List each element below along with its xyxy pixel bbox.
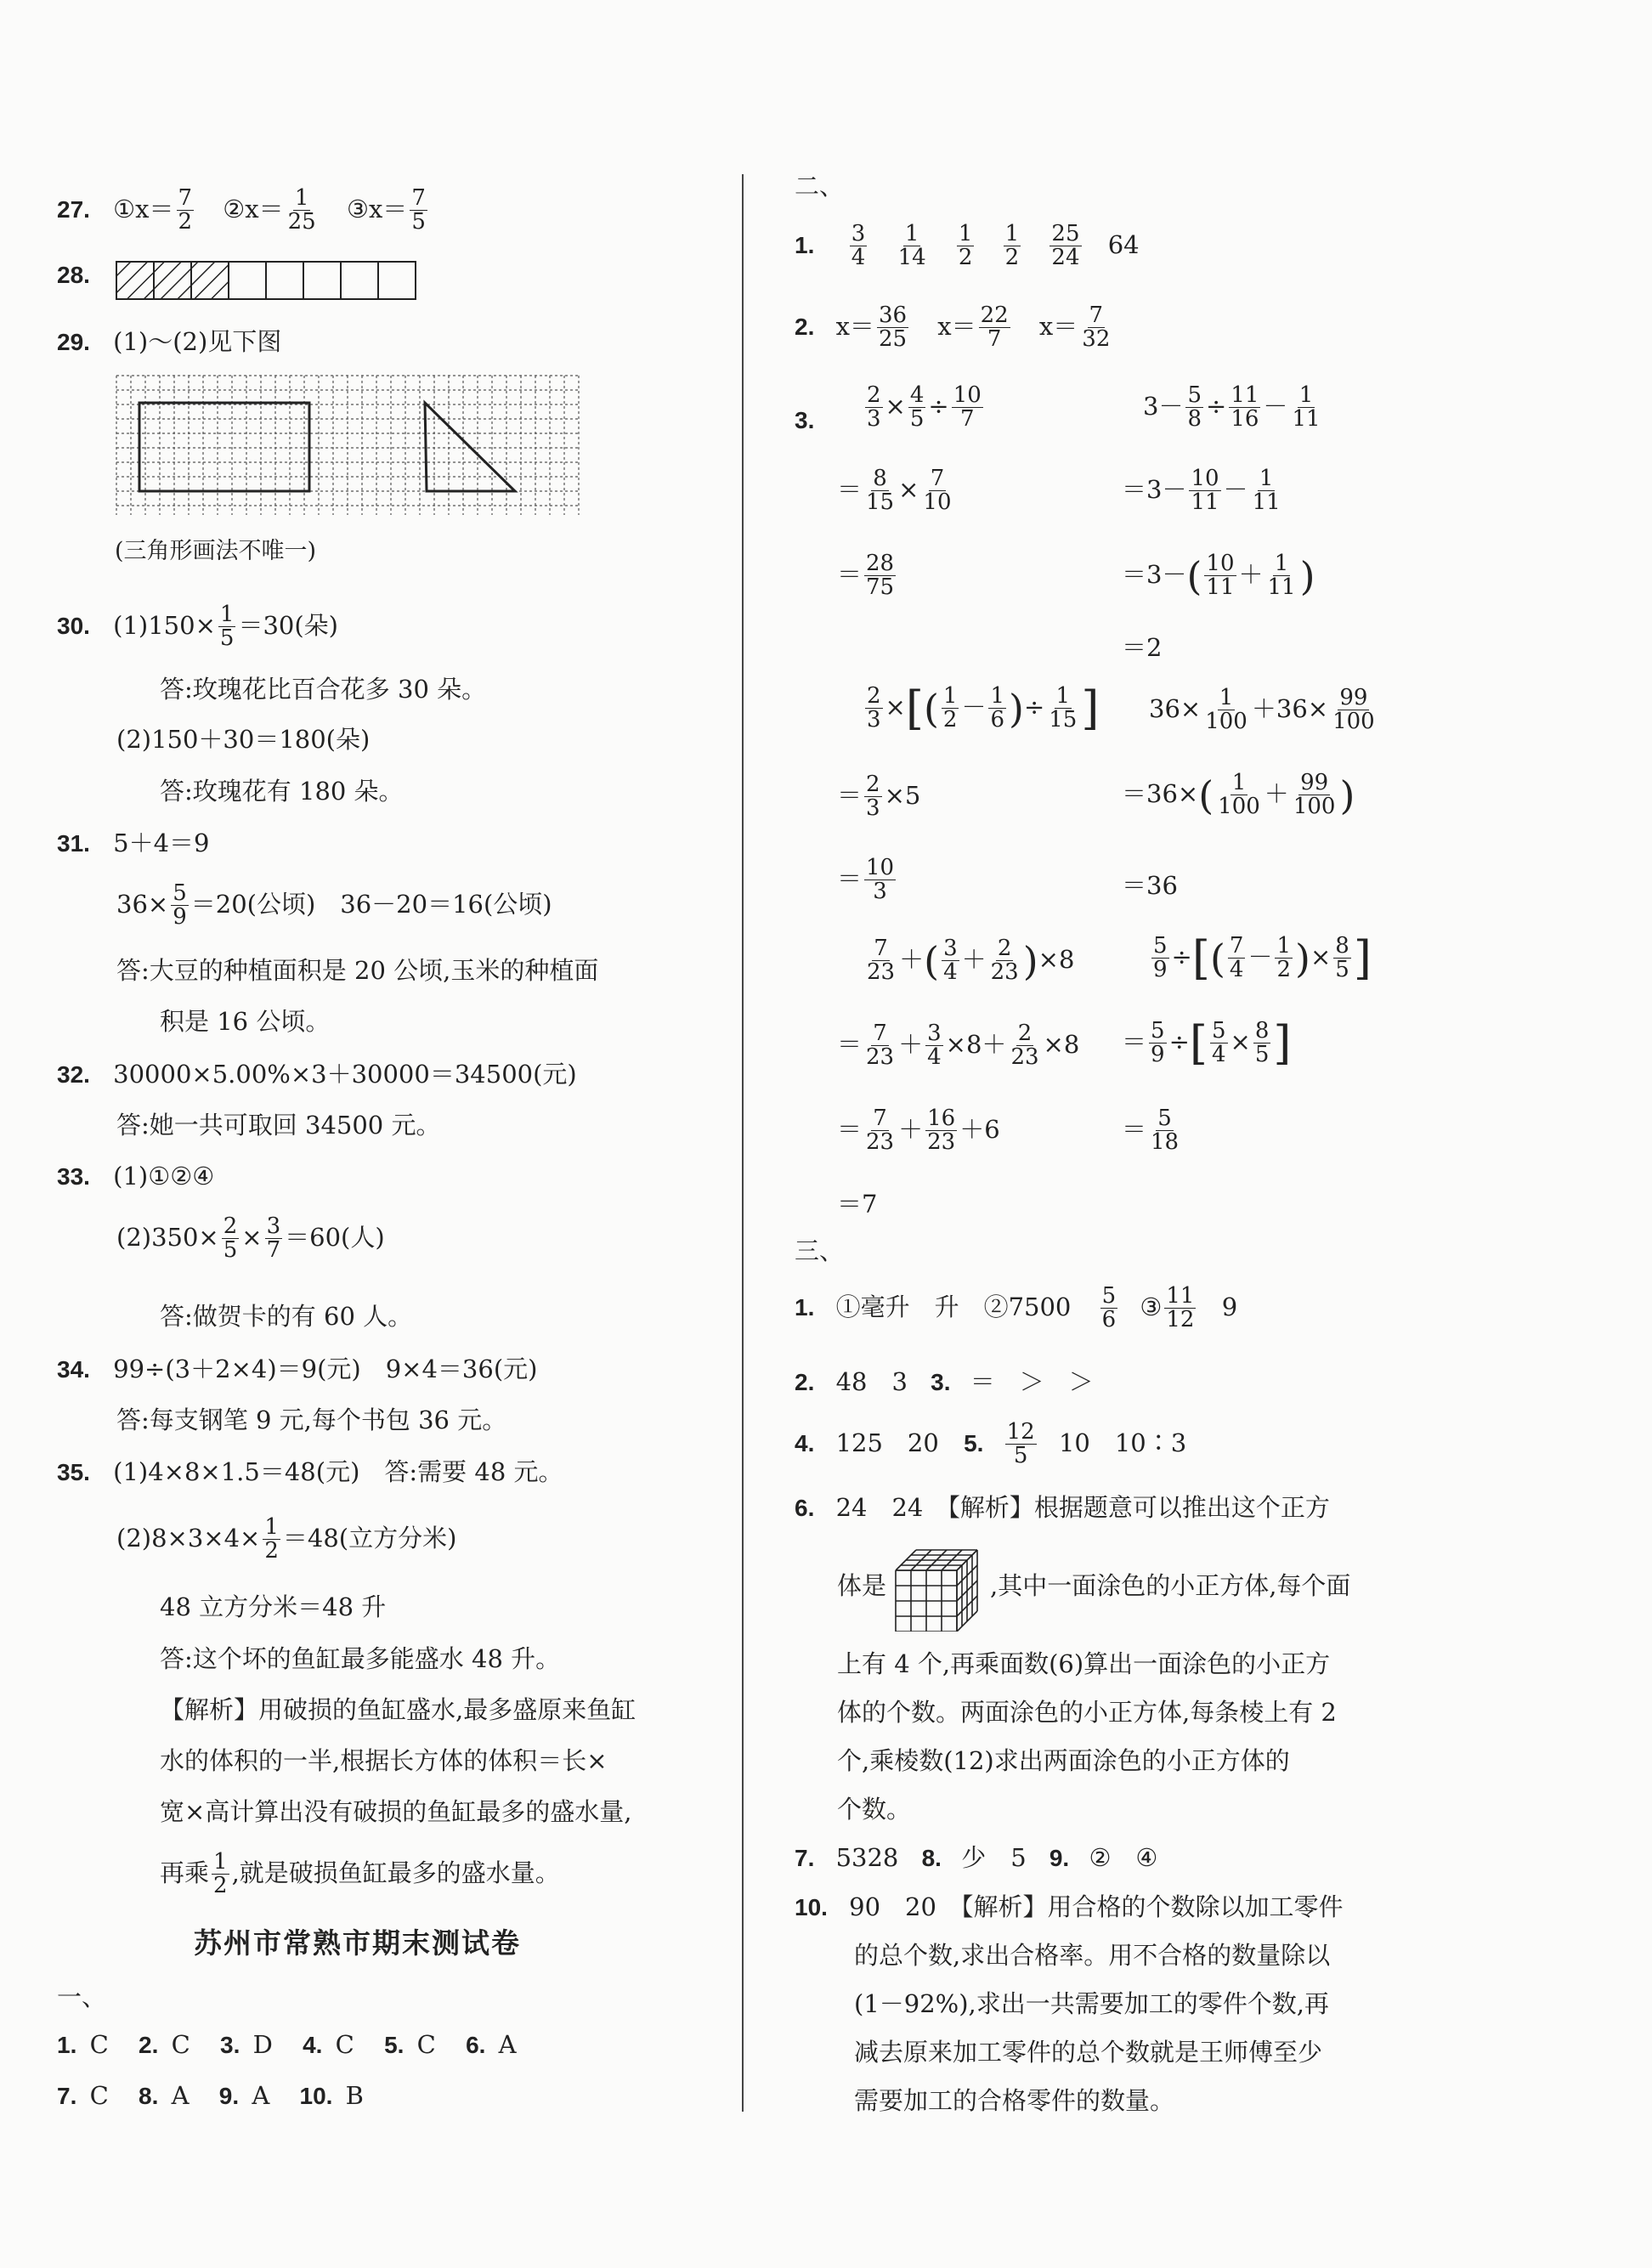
s3-q6-line2b: ,其中一面涂色的小正方体,每个面 xyxy=(990,1571,1351,1600)
shaded-cell xyxy=(191,262,229,299)
column-divider xyxy=(742,174,744,2112)
s3-q6-line4: 体的个数。两面涂色的小正方体,每条棱上有 2 xyxy=(837,1698,1337,1727)
q34-line1: 34. 99÷(3＋2×4)＝9(元) 9×4＝36(元) xyxy=(57,1355,538,1383)
calc-a-step3: ＝ $\frac{28}{75}$ xyxy=(837,551,895,601)
calc-b-result: ＝2 xyxy=(1122,633,1163,662)
calc-e-step2: ＝ $\frac{7}{23}$ ＋ $\frac{3}{4}$ ×8＋ $\frac{2}{23}$ ×8 xyxy=(837,1021,1080,1071)
calc-b-step1: 3－ $\frac{5}{8}$ ÷ $\frac{11}{16}$ － $\frac{1}{11}$ xyxy=(1143,382,1321,433)
s3-q6-line5: 个,乘棱数(12)求出两面涂色的小正方体的 xyxy=(837,1746,1290,1775)
calc-c-step3: ＝ $\frac{10}{3}$ xyxy=(837,855,895,905)
q27-frac1: $\frac{7}{2}$ xyxy=(178,185,193,235)
r-q2-row: 2. x＝ $\frac{36}{25}$ x＝ $\frac{22}{7}$ x＝ $\frac{7}{32}$ xyxy=(795,303,1111,353)
r-q1-row: 1. $\frac{3}{4}$ $\frac{1}{14}$ $\frac{1}{2}$ $\frac{1}{2}$ $\frac{25}{24}$ 64 xyxy=(795,221,1140,271)
q35-analysis1: 【解析】用破损的鱼缸盛水,最多盛原来鱼缸 xyxy=(160,1695,636,1724)
calc-f-step3: ＝ $\frac{5}{18}$ xyxy=(1122,1106,1180,1156)
q27-frac3: $\frac{7}{5}$ xyxy=(411,185,426,235)
q28-number: 28. xyxy=(57,262,90,288)
empty-cell xyxy=(229,262,266,299)
q31-line2: 36× $\frac{5}{9}$ ＝20(公顷) 36－20＝16(公顷) xyxy=(116,880,552,930)
calc-a-step1: $\frac{2}{3}$ × $\frac{4}{5}$ ÷ $\frac{10}{7}$ xyxy=(867,382,982,433)
r-q2-number: 2. xyxy=(795,313,815,340)
q27-frac2: $\frac{1}{25}$ xyxy=(287,185,316,235)
r-q1-number: 1. xyxy=(795,231,815,258)
q34-number: 34. xyxy=(57,1356,90,1383)
cube-figure xyxy=(892,1547,990,1632)
calc-a-step2: ＝ $\frac{8}{15}$ × $\frac{7}{10}$ xyxy=(837,466,952,516)
calc-e-step1: $\frac{7}{23}$ ＋( $\frac{3}{4}$ ＋ $\frac{2}{23}$ )×8 xyxy=(867,936,1075,986)
q29-grid-figure xyxy=(115,374,584,518)
section-2-heading: 二、 xyxy=(795,172,845,201)
q30-answer1: 答:玫瑰花比百合花多 30 朵。 xyxy=(160,675,487,704)
s3-q10-line4: 减去原来加工零件的总个数就是王师傅至少 xyxy=(854,2038,1323,2067)
q27-item3-prefix: ③x＝ xyxy=(346,194,408,223)
q29-note: (三角形画法不唯一) xyxy=(115,538,317,564)
q30-number: 30. xyxy=(57,612,90,639)
q31-line1: 31. 5＋4＝9 xyxy=(57,829,210,857)
q33-line2: (2)350× $\frac{2}{5}$ × $\frac{3}{7}$ ＝60(人) xyxy=(116,1213,385,1264)
s3-q10-line1: 10. 90 20 【解析】用合格的个数除以加工零件 xyxy=(795,1892,1344,1921)
empty-cell xyxy=(266,262,303,299)
s3-q10-line2: 的总个数,求出合格率。用不合格的数量除以 xyxy=(854,1941,1331,1970)
s3-q2-row: 2. 48 3 3. ＝ ＞ ＞ xyxy=(795,1367,1094,1396)
calc-c-step2: ＝ $\frac{2}{3}$ ×5 xyxy=(837,772,921,822)
s3-q7-row: 7. 5328 8. 少 5 9. ② ④ xyxy=(795,1843,1158,1872)
s3-q6-line2: 体是 xyxy=(837,1571,887,1600)
q29-row xyxy=(57,327,282,356)
q32-line1: 32. 30000×5.00%×3＋30000＝34500(元) xyxy=(57,1060,577,1089)
q34-answer: 答:每支钢笔 9 元,每个书包 36 元。 xyxy=(116,1405,507,1434)
s3-q6-line6: 个数。 xyxy=(837,1795,912,1824)
q31-answer1: 答:大豆的种植面积是 20 公顷,玉米的种植面 xyxy=(116,956,599,985)
q31-answer2: 积是 16 公顷。 xyxy=(160,1007,331,1036)
s3-q4-row: 4. 125 20 5. $\frac{12}{5}$ 10 10∶3 xyxy=(795,1419,1187,1469)
calc-c-step1: $\frac{2}{3}$ ×[( $\frac{1}{2}$ － $\frac{1}{6}$ )÷ $\frac{1}{15}$ ] xyxy=(867,681,1100,735)
shaded-cell xyxy=(154,262,191,299)
calc-f-step1: $\frac{5}{9}$ ÷[( $\frac{7}{4}$ － $\frac{1}{2}$ )× $\frac{8}{5}$ ] xyxy=(1153,930,1372,985)
q33-line1: 33. (1)①②④ xyxy=(57,1162,215,1191)
calc-b-step3: ＝3－( $\frac{10}{11}$ ＋ $\frac{1}{11}$ ) xyxy=(1122,551,1315,601)
calc-b-step2: ＝3－ $\frac{10}{11}$ － $\frac{1}{11}$ xyxy=(1122,466,1281,516)
mc-row-1: 1. C 2. C 3. D 4. C 5. C 6. A xyxy=(57,2030,517,2059)
q35-answer: 答:这个坏的鱼缸最多能盛水 48 升。 xyxy=(160,1644,561,1673)
q30-line1: 30. (1)150× $\frac{1}{5}$ ＝30(朵) xyxy=(57,602,338,652)
s3-q10-line5: 需要加工的合格零件的数量。 xyxy=(854,2086,1175,2115)
q27-item2-prefix: ②x＝ xyxy=(223,194,284,223)
mc-row-2: 7. C 8. A 9. A 10. B xyxy=(57,2081,364,2110)
empty-cell xyxy=(378,262,416,299)
q35-analysis2: 水的体积的一半,根据长方体的体积＝长× xyxy=(160,1746,608,1775)
q32-number: 32. xyxy=(57,1061,90,1088)
q29-text: (1)～(2)见下图 xyxy=(113,327,282,356)
s3-q6-line3: 上有 4 个,再乘面数(6)算出一面涂色的小正方 xyxy=(837,1649,1331,1678)
calc-f-step2: ＝ $\frac{5}{9}$ ÷[ $\frac{5}{4}$ × $\frac{8}{5}$ ] xyxy=(1122,1015,1292,1070)
q29-number: 29. xyxy=(57,329,90,355)
q27-row xyxy=(57,187,430,235)
calc-e-result: ＝7 xyxy=(837,1190,878,1219)
q27-item1-prefix: ①x＝ xyxy=(113,194,174,223)
q33-answer: 答:做贺卡的有 60 人。 xyxy=(160,1302,413,1331)
q32-answer: 答:她一共可取回 34500 元。 xyxy=(116,1111,441,1140)
r-q3-number: 3. xyxy=(795,407,815,433)
s3-q6-line1: 6. 24 24 【解析】根据题意可以推出这个正方 xyxy=(795,1493,1330,1522)
q30-answer2: 答:玫瑰花有 180 朵。 xyxy=(160,777,404,806)
s3-q1-row: 1. ①毫升 升 ②7500 $\frac{5}{6}$ ③ $\frac{11}{12}$ 9 xyxy=(795,1283,1238,1333)
empty-cell xyxy=(303,262,341,299)
section-1-heading: 一、 xyxy=(57,1982,107,2011)
empty-cell xyxy=(341,262,378,299)
triangle-shape xyxy=(425,403,515,491)
section-title: 苏州市常熟市期末测试卷 xyxy=(194,1926,521,1960)
q35-analysis4: 再乘 $\frac{1}{2}$ ,就是破损鱼缸最多的盛水量。 xyxy=(160,1849,560,1899)
calc-e-step3: ＝ $\frac{7}{23}$ ＋ $\frac{16}{23}$ ＋6 xyxy=(837,1106,1000,1156)
q33-number: 33. xyxy=(57,1163,90,1190)
s3-q10-line3: (1－92%),求出一共需要加工的零件个数,再 xyxy=(854,1989,1329,2018)
q31-number: 31. xyxy=(57,830,90,857)
q35-line2: (2)8×3×4× $\frac{1}{2}$ ＝48(立方分米) xyxy=(116,1514,457,1564)
calc-d-step2: ＝36×( $\frac{1}{100}$ ＋ $\frac{99}{100}$ ) xyxy=(1122,770,1355,820)
q30-line2: (2)150＋30＝180(朵) xyxy=(116,725,371,754)
q35-number: 35. xyxy=(57,1459,90,1485)
q35-line3: 48 立方分米＝48 升 xyxy=(160,1592,387,1621)
grid-lines xyxy=(116,376,580,515)
rectangle-shape xyxy=(139,403,309,491)
q35-line1: 35. (1)4×8×1.5＝48(元) 答:需要 48 元。 xyxy=(57,1457,563,1486)
q35-analysis3: 宽×高计算出没有破损的鱼缸最多的盛水量, xyxy=(160,1797,632,1826)
shaded-cell xyxy=(116,262,154,299)
calc-d-step1: 36× $\frac{1}{100}$ ＋36× $\frac{99}{100}$ xyxy=(1149,685,1375,735)
calc-d-result: ＝36 xyxy=(1122,871,1178,900)
q28-bar-diagram xyxy=(115,260,427,301)
q27-number: 27. xyxy=(57,195,90,223)
section-3-heading: 三、 xyxy=(795,1236,845,1265)
